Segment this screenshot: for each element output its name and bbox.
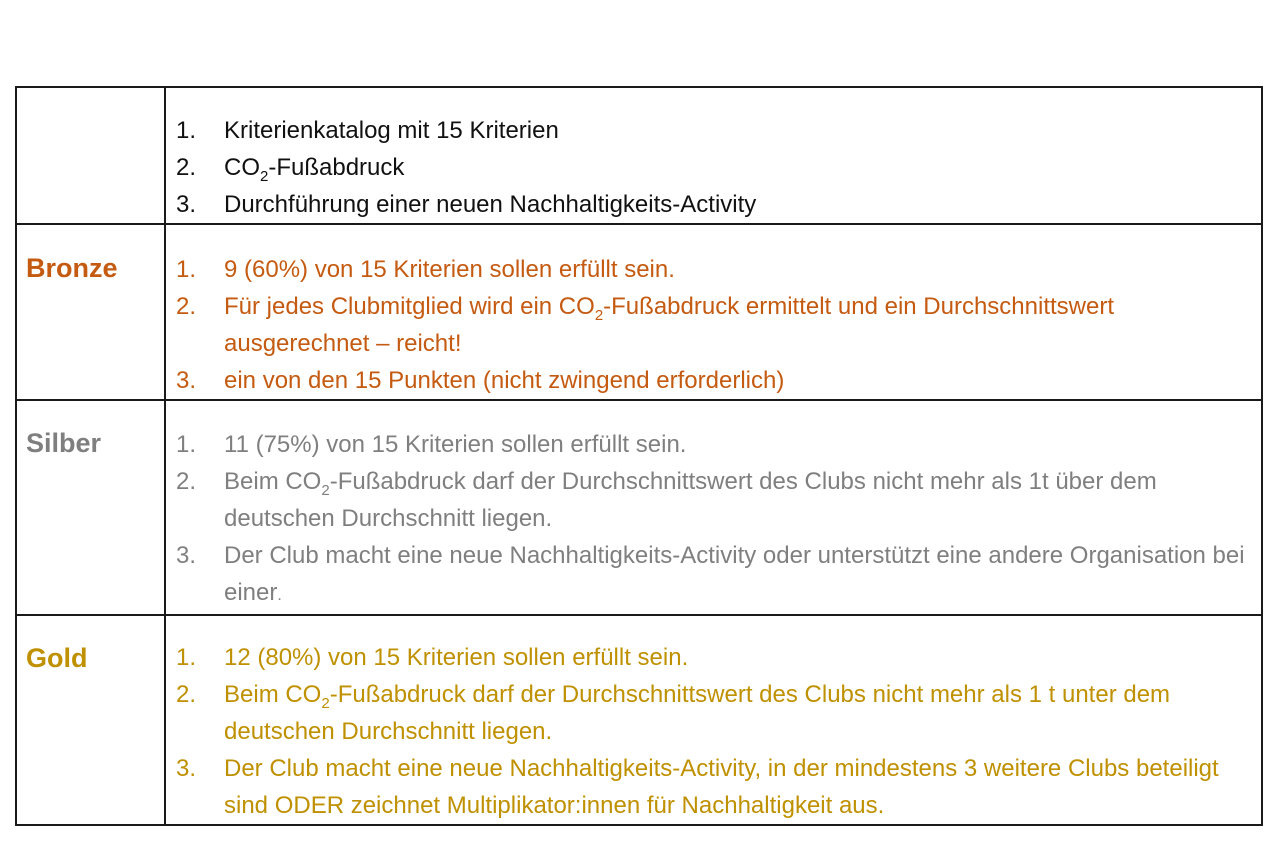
subscript: 2 bbox=[260, 168, 269, 185]
item-text-cont: -Fußabdruck bbox=[268, 154, 405, 181]
item-text: Für jedes Clubmitglied wird ein CO bbox=[224, 293, 595, 320]
item-number: 2. bbox=[176, 154, 197, 181]
item-text: 11 (75%) von 15 Kriterien sollen erfüllt sein. bbox=[224, 431, 687, 458]
list-item bbox=[176, 251, 1261, 288]
bronze-label-cell bbox=[16, 224, 165, 400]
list-item bbox=[176, 537, 1261, 614]
gold-list bbox=[166, 616, 1261, 824]
item-text: Beim CO bbox=[224, 468, 322, 495]
gold-label: Gold bbox=[26, 643, 88, 673]
list-item bbox=[176, 186, 1261, 223]
list-item bbox=[176, 639, 1261, 676]
item-text-cont: -Fußabdruck darf der Durchschnittswert des Clubs nicht mehr als 1t über dem deutschen Durchschnitt liegen. bbox=[224, 468, 1157, 532]
item-text: 9 (60%) von 15 Kriterien sollen erfüllt sein. bbox=[224, 256, 675, 283]
gold-label-cell bbox=[16, 615, 165, 825]
item-number: 2. bbox=[176, 293, 197, 320]
criteria-table bbox=[15, 86, 1263, 826]
table-row-silber bbox=[16, 400, 1262, 615]
silber-list bbox=[166, 401, 1261, 614]
table-row-bronze bbox=[16, 224, 1262, 400]
item-number: 3. bbox=[176, 367, 197, 394]
silber-content-cell bbox=[165, 400, 1262, 615]
item-text: Kriterienkatalog mit 15 Kriterien bbox=[224, 117, 559, 144]
overview-list bbox=[166, 88, 1261, 223]
item-text: ein von den 15 Punkten (nicht zwingend erforderlich) bbox=[224, 367, 785, 394]
overview-label-cell bbox=[16, 87, 165, 224]
silber-label-cell bbox=[16, 400, 165, 615]
item-number: 1. bbox=[176, 644, 197, 671]
item-text: CO bbox=[224, 154, 260, 181]
subscript: 2 bbox=[594, 307, 604, 324]
item-text: Der Club macht eine neue Nachhaltigkeits-Activity, in der mindestens 3 weitere Clubs beteiligt sind ODER zeichnet Multiplikator:innen für Nachhaltigkeit aus. bbox=[224, 755, 1219, 819]
overview-content-cell bbox=[165, 87, 1262, 224]
table-row-gold bbox=[16, 615, 1262, 825]
item-number: 1. bbox=[176, 431, 197, 458]
list-item bbox=[176, 750, 1261, 824]
trailing-period: . bbox=[277, 587, 282, 604]
item-number: 3. bbox=[176, 542, 197, 569]
silber-label: Silber bbox=[26, 428, 102, 458]
item-text-cont: -Fußabdruck darf der Durchschnittswert des Clubs nicht mehr als 1 t unter dem deutschen Durchschnitt liegen. bbox=[224, 681, 1171, 745]
item-number: 3. bbox=[176, 755, 197, 782]
bronze-list bbox=[166, 225, 1261, 399]
list-item bbox=[176, 676, 1261, 750]
list-item bbox=[176, 288, 1261, 362]
gold-content-cell bbox=[165, 615, 1262, 825]
subscript: 2 bbox=[321, 482, 330, 499]
item-text: 12 (80%) von 15 Kriterien sollen erfüllt sein. bbox=[224, 644, 689, 671]
item-text: Durchführung einer neuen Nachhaltigkeits-Activity bbox=[224, 191, 757, 218]
item-number: 1. bbox=[176, 117, 197, 144]
list-item bbox=[176, 112, 1261, 149]
table-row-overview bbox=[16, 87, 1262, 224]
bronze-content-cell bbox=[165, 224, 1262, 400]
item-number: 1. bbox=[176, 256, 197, 283]
item-number: 2. bbox=[176, 468, 197, 495]
list-item bbox=[176, 362, 1261, 399]
item-text-cont: -Fußabdruck ermittelt und ein Durchschnittswert ausgerechnet – reicht! bbox=[224, 293, 1115, 357]
item-number: 3. bbox=[176, 191, 197, 218]
bronze-label: Bronze bbox=[26, 253, 118, 283]
list-item bbox=[176, 426, 1261, 463]
subscript: 2 bbox=[321, 695, 330, 712]
item-text: Beim CO bbox=[224, 681, 322, 708]
list-item bbox=[176, 463, 1261, 537]
item-number: 2. bbox=[176, 681, 197, 708]
list-item bbox=[176, 149, 1261, 186]
item-text: Der Club macht eine neue Nachhaltigkeits-Activity oder unterstützt eine andere Organisation bei einer bbox=[224, 542, 1245, 606]
